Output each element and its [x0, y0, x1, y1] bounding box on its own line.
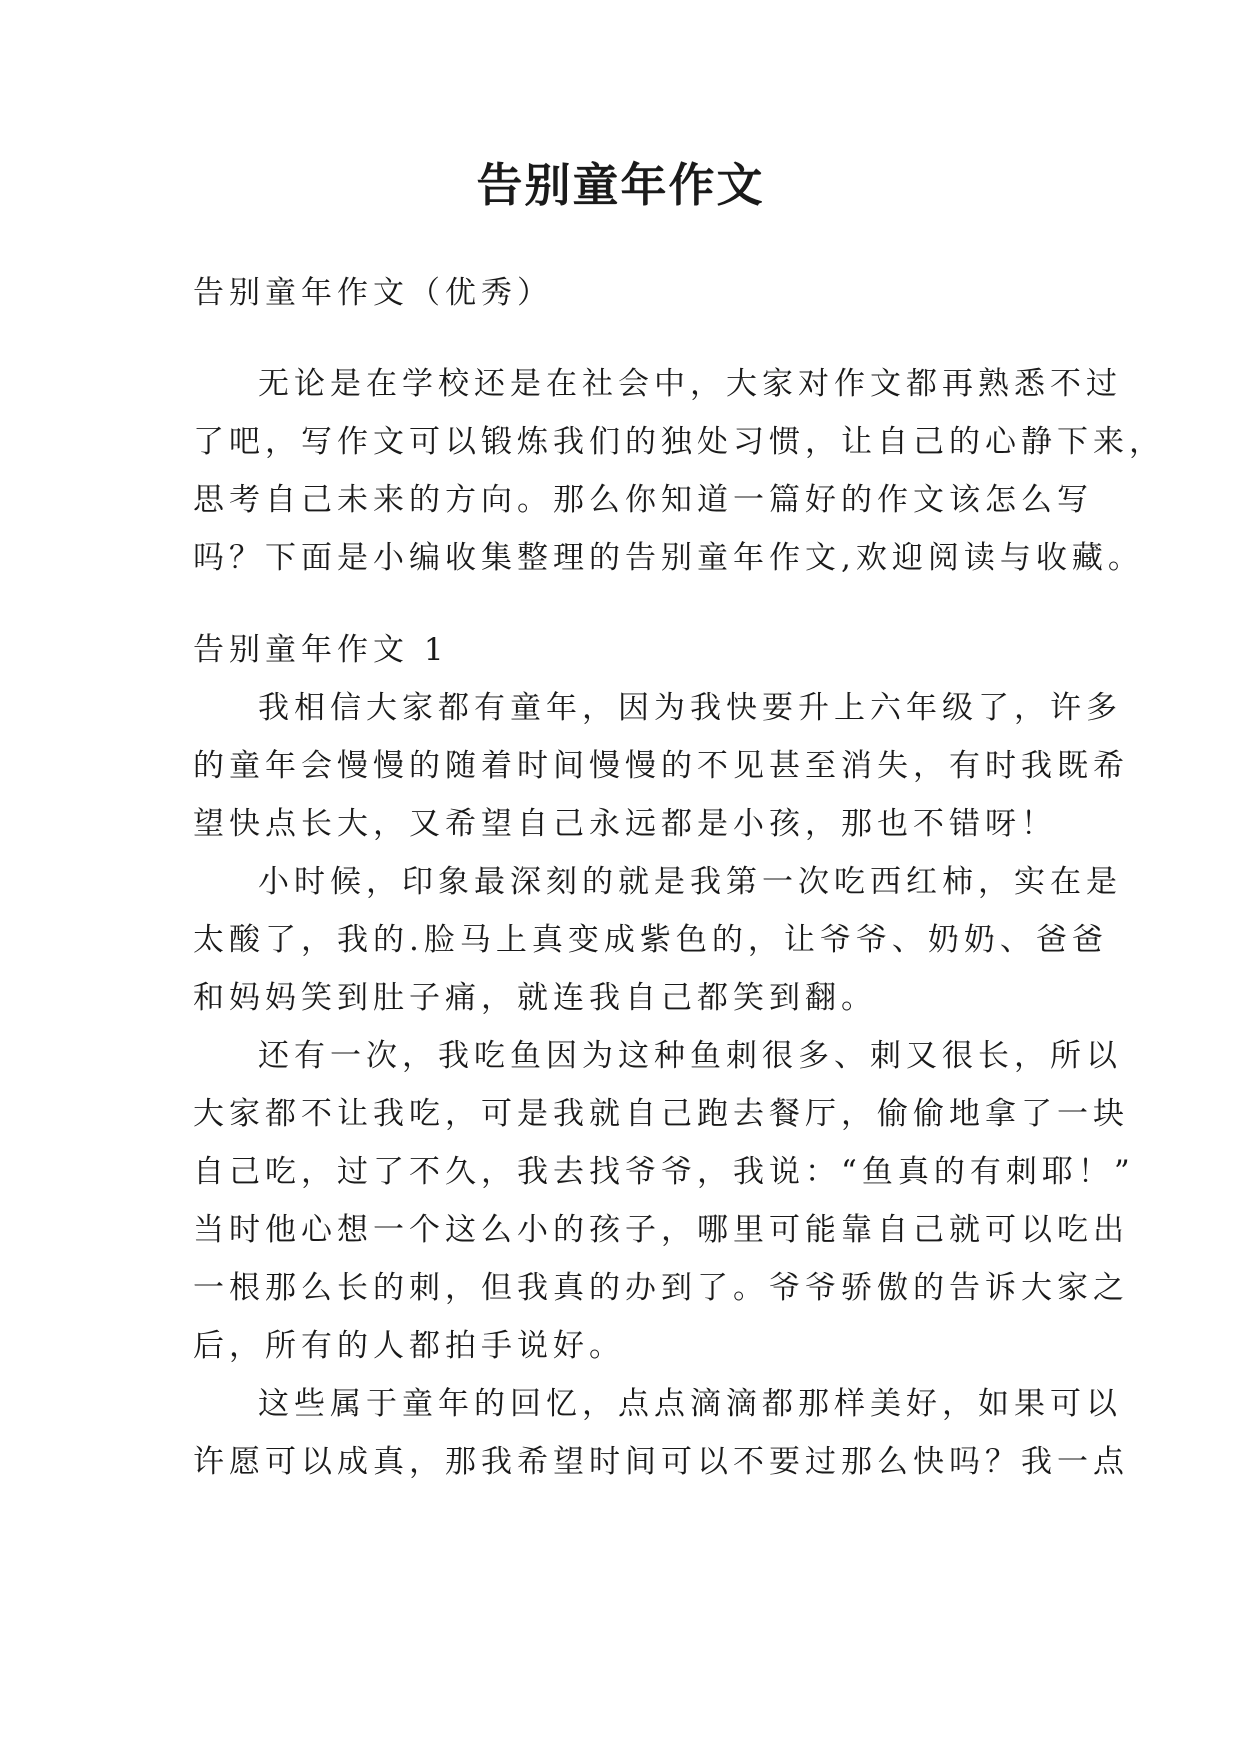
document-subtitle: 告别童年作文（优秀）	[193, 275, 553, 311]
section-heading: 告别童年作文 1	[193, 632, 449, 668]
body-line-8: 大家都不让我吃，可是我就自己跑去餐厅，偷偷地拿了一块	[193, 1096, 1129, 1132]
body-line-4: 小时候，印象最深刻的就是我第一次吃西红柿，实在是	[258, 864, 1122, 900]
body-line-10: 当时他心想一个这么小的孩子，哪里可能靠自己就可以吃出	[193, 1212, 1129, 1248]
intro-line-2: 了吧，写作文可以锻炼我们的独处习惯，让自己的心静下来，	[193, 424, 1165, 460]
document-title: 告别童年作文	[476, 158, 765, 212]
body-line-9: 自己吃，过了不久，我去找爷爷，我说：“鱼真的有刺耶！”	[193, 1154, 1135, 1190]
body-line-2: 的童年会慢慢的随着时间慢慢的不见甚至消失，有时我既希	[193, 748, 1129, 784]
body-line-3: 望快点长大，又希望自己永远都是小孩，那也不错呀！	[193, 806, 1057, 842]
body-line-1: 我相信大家都有童年，因为我快要升上六年级了，许多	[258, 690, 1122, 726]
intro-line-4: 吗？下面是小编收集整理的告别童年作文,欢迎阅读与收藏。	[193, 540, 1144, 576]
intro-line-1: 无论是在学校还是在社会中，大家对作文都再熟悉不过	[258, 366, 1122, 402]
body-line-6: 和妈妈笑到肚子痛，就连我自己都笑到翻。	[193, 980, 877, 1016]
body-line-7: 还有一次，我吃鱼因为这种鱼刺很多、刺又很长，所以	[258, 1038, 1122, 1074]
body-line-11: 一根那么长的刺，但我真的办到了。爷爷骄傲的告诉大家之	[193, 1270, 1129, 1306]
body-line-5: 太酸了，我的.脸马上真变成紫色的，让爷爷、奶奶、爸爸	[193, 922, 1108, 958]
body-line-13: 这些属于童年的回忆，点点滴滴都那样美好，如果可以	[258, 1386, 1122, 1422]
body-line-14: 许愿可以成真，那我希望时间可以不要过那么快吗？我一点	[193, 1444, 1129, 1480]
intro-line-3: 思考自己未来的方向。那么你知道一篇好的作文该怎么写	[193, 482, 1093, 518]
body-line-12: 后，所有的人都拍手说好。	[193, 1328, 625, 1364]
